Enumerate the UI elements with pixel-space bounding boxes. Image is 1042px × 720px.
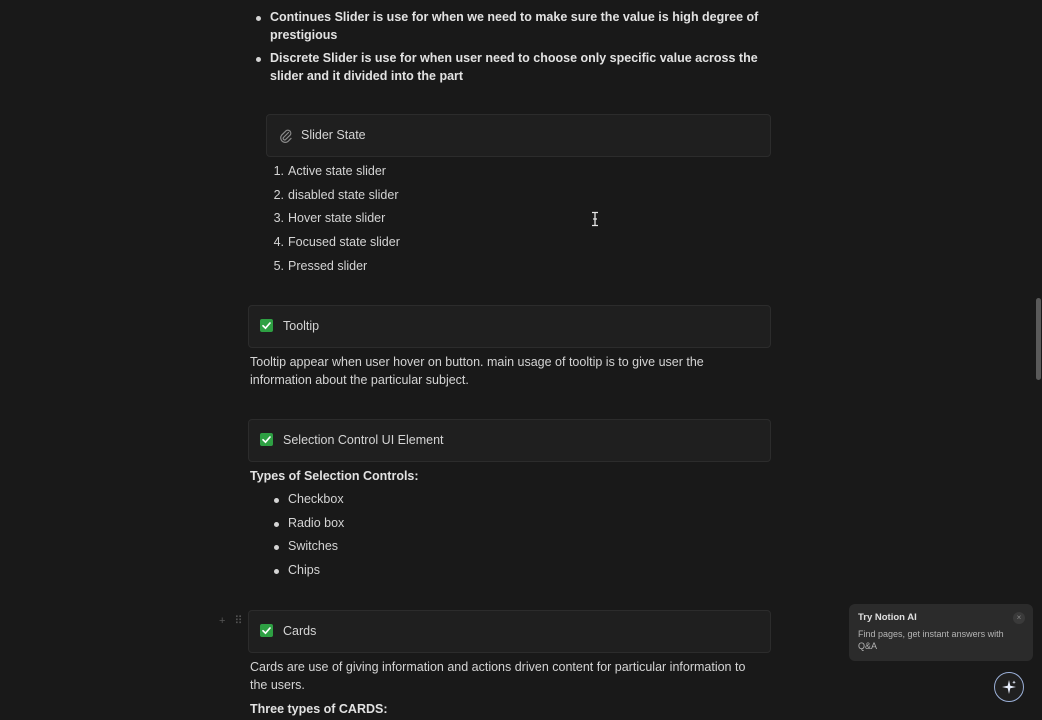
bullet-dot — [274, 498, 279, 503]
bullet-dot — [274, 522, 279, 527]
cards-description: Cards are use of giving information and actions driven content for particular information to the users. — [250, 660, 746, 692]
selection-control-callout[interactable] — [248, 419, 771, 462]
block-handles[interactable] — [219, 614, 243, 627]
drag-handle-icon[interactable]: ⠿ — [234, 615, 243, 627]
selection-types-heading: Types of Selection Controls: — [250, 469, 419, 483]
callout-title: Selection Control UI Element — [283, 433, 444, 447]
list-item: Continues Slider is use for when we need to make sure the value is high degree of prestigious — [270, 9, 770, 44]
cards-types-heading: Three types of CARDS: — [250, 702, 388, 716]
notion-page: Continues Slider is use for when we need to make sure the value is high degree of prestigious Discrete Slider is use for when user need to choose only specific value across the slider and it divided into the part Slider State 1. Active state slider 2. disabled state slider 3. Hover state slider 4. Focused state slider 5. Pressed slider Tooltip Tooltip appear when user hover on button. main usage of tooltip is to give user the information about the particular subject. Selection Control UI Element Types of Selection Controls: Checkbox Radio box Switches Chips + ⠿ Cards Cards are use of giving information and actions driven content for particular information to the users. Three types of CARDS: Try Notion AI Find pages, get instant answers with Q&A × — [0, 0, 1042, 720]
add-block-icon[interactable]: + — [219, 615, 226, 627]
close-icon[interactable]: × — [1013, 612, 1025, 624]
callout-title: Tooltip — [283, 319, 320, 333]
list-item: Discrete Slider is use for when user need to choose only specific value across the slider and it divided into the part — [270, 50, 770, 85]
bullet-dot — [256, 57, 261, 62]
scrollbar-thumb[interactable] — [1036, 298, 1041, 380]
cards-callout[interactable] — [248, 610, 771, 653]
bullet-dot — [256, 16, 261, 21]
list-item: Checkbox — [288, 491, 344, 515]
notion-ai-popup[interactable] — [849, 604, 1033, 661]
scrollbar[interactable] — [1034, 298, 1042, 380]
bullet-dot — [274, 545, 279, 550]
tooltip-description: Tooltip appear when user hover on button. main usage of tooltip is to give user the information about the particular subject. — [250, 355, 704, 387]
selection-types-list — [288, 491, 344, 586]
checkmark-icon — [260, 433, 273, 446]
checkmark-icon — [260, 624, 273, 637]
text-cursor-icon — [591, 211, 599, 232]
sparkle-icon — [1001, 679, 1017, 695]
list-item: Switches — [288, 538, 344, 562]
tooltip-callout[interactable] — [248, 305, 771, 348]
slider-types-list — [270, 9, 770, 91]
callout-title: Slider State — [301, 128, 366, 142]
checkmark-icon — [260, 319, 273, 332]
popup-title: Try Notion AI — [858, 612, 917, 623]
slider-state-callout[interactable] — [266, 114, 771, 157]
bullet-dot — [274, 569, 279, 574]
notion-ai-button[interactable] — [994, 672, 1024, 702]
paperclip-icon — [279, 129, 292, 142]
list-item: Chips — [288, 562, 344, 586]
list-item: Radio box — [288, 515, 344, 539]
callout-title: Cards — [283, 624, 317, 638]
popup-body: Find pages, get instant answers with Q&A — [858, 629, 1004, 651]
